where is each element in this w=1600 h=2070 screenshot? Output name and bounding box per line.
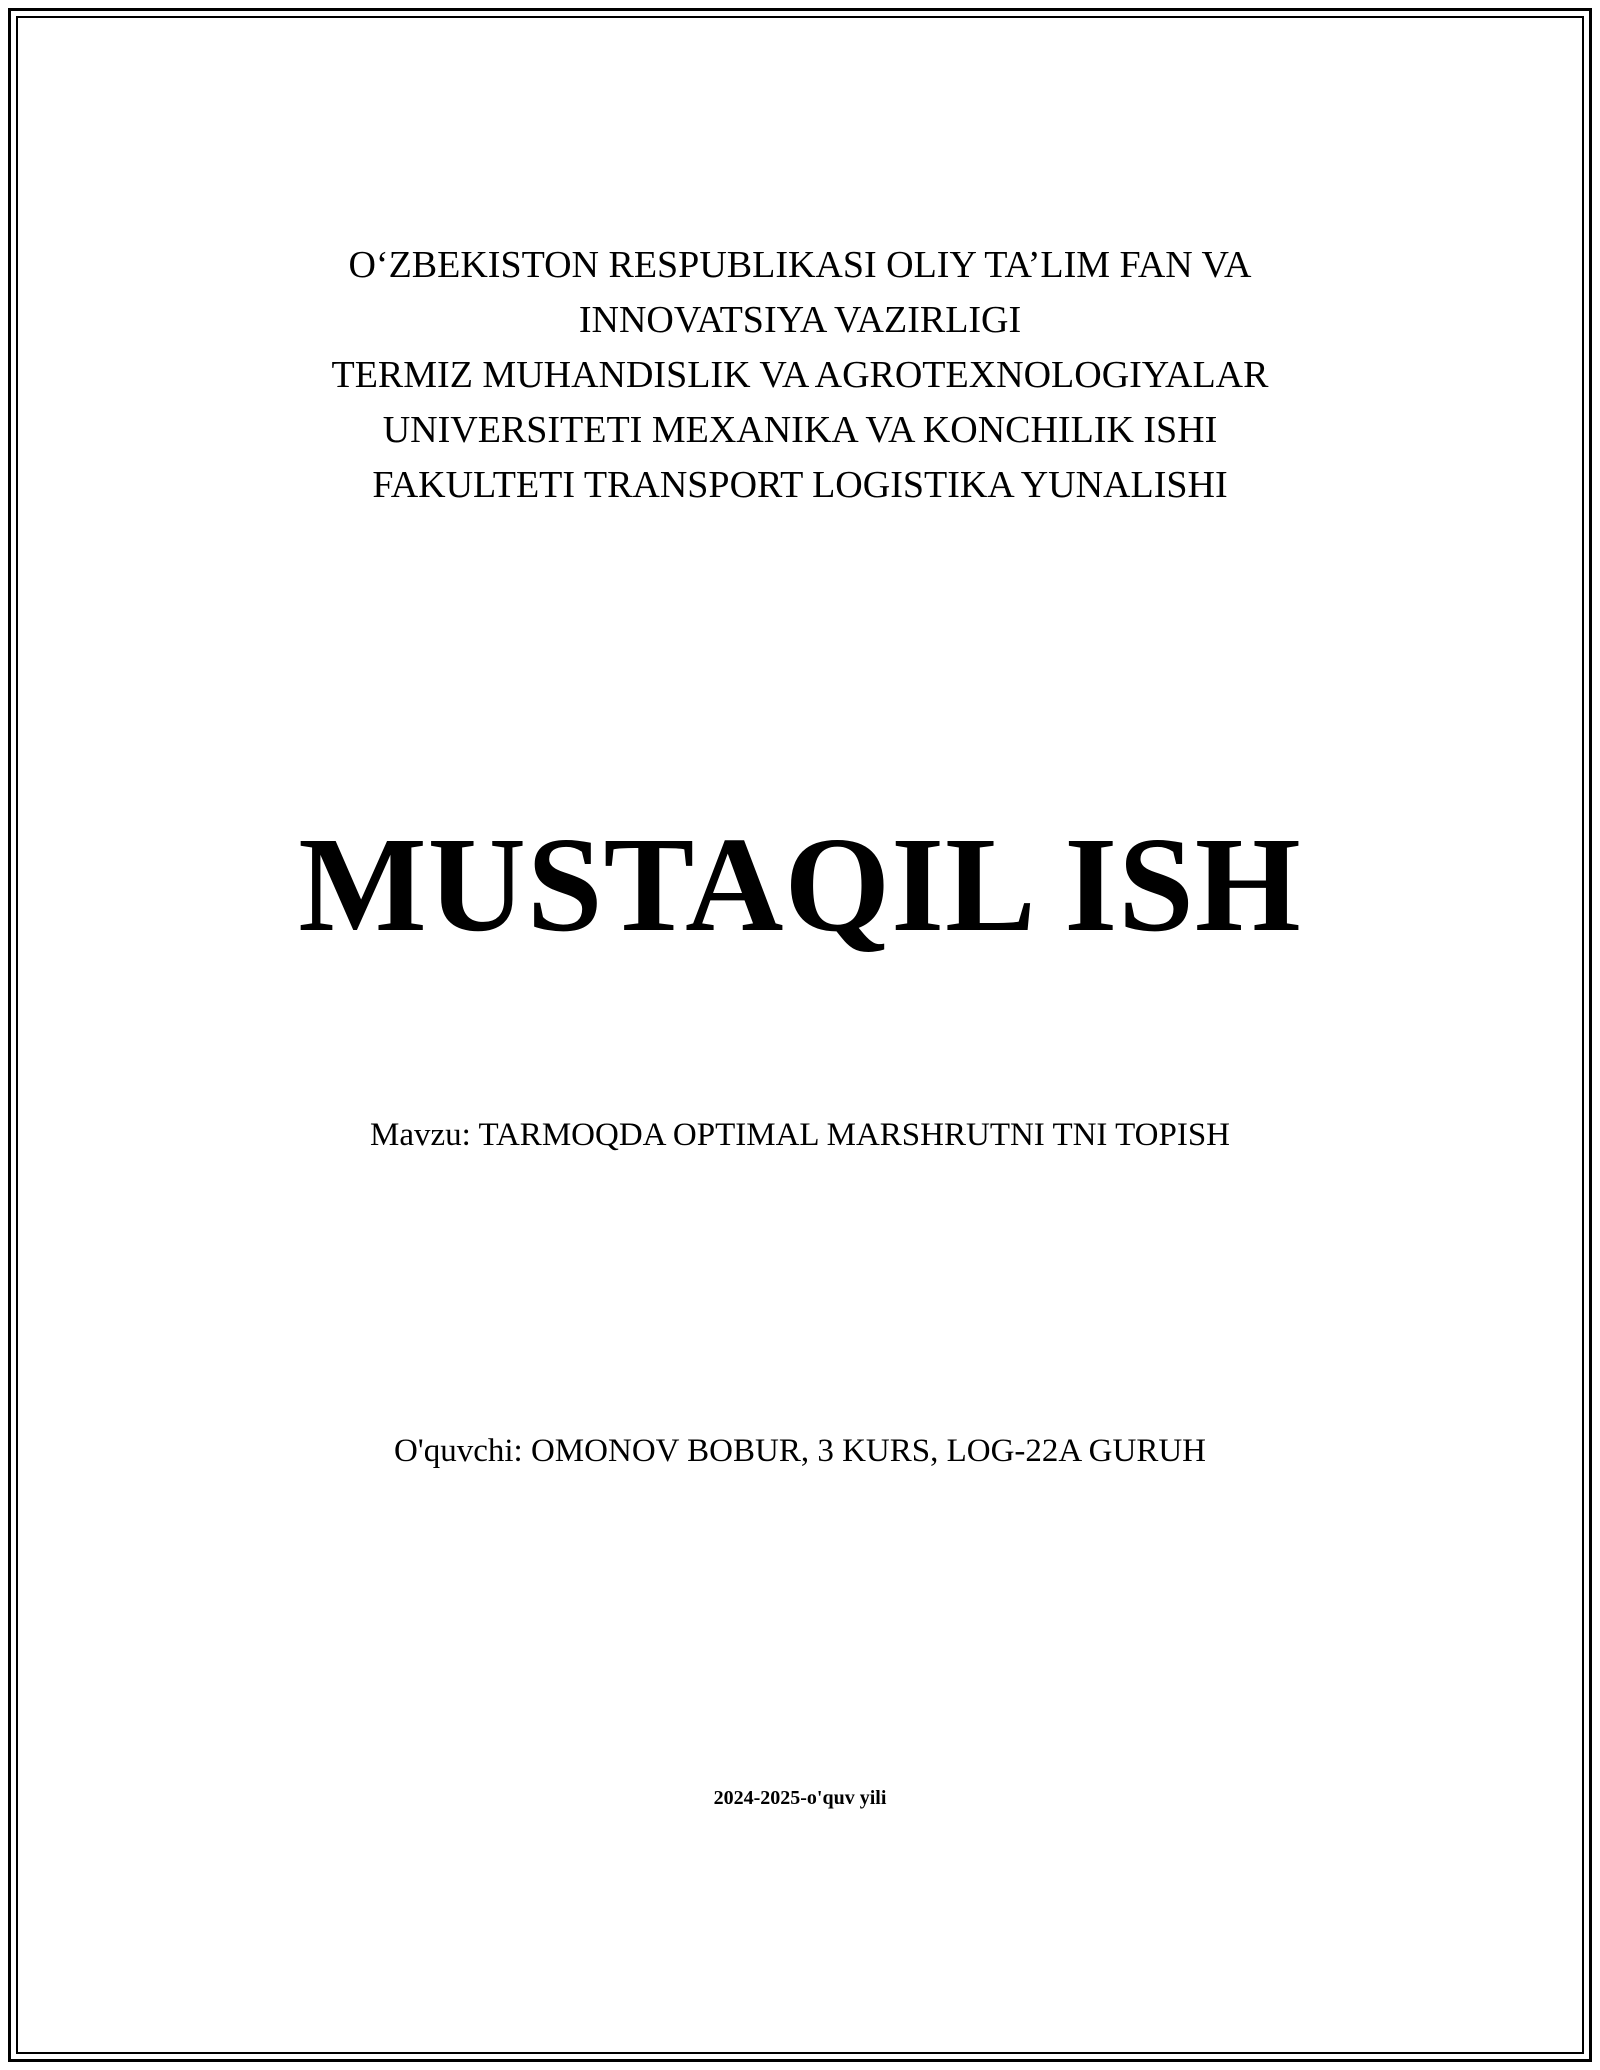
academic-year: 2024-2025-o'quv yili: [713, 1787, 887, 1809]
header-line: FAKULTETI TRANSPORT LOGISTIKA YUNALISHI: [372, 464, 1228, 506]
institution-header: [0, 238, 1600, 513]
student-line: O'quvchi: OMONOV BOBUR, 3 KURS, LOG-22A GURUH: [393, 1433, 1207, 1469]
topic-line: Mavzu: TARMOQDA OPTIMAL MARSHRUTNI TNI TOPISH: [370, 1117, 1230, 1153]
document-title: MUSTAQIL ISH: [298, 810, 1302, 960]
header-line: TERMIZ MUHANDISLIK VA AGROTEXNOLOGIYALAR: [331, 354, 1269, 396]
header-line: UNIVERSITETI MEXANIKA VA KONCHILIK ISHI: [382, 409, 1218, 451]
header-line: INNOVATSIYA VAZIRLIGI: [578, 299, 1022, 341]
header-line: O‘ZBEKISTON RESPUBLIKASI OLIY TA’LIM FAN VA: [348, 244, 1252, 286]
